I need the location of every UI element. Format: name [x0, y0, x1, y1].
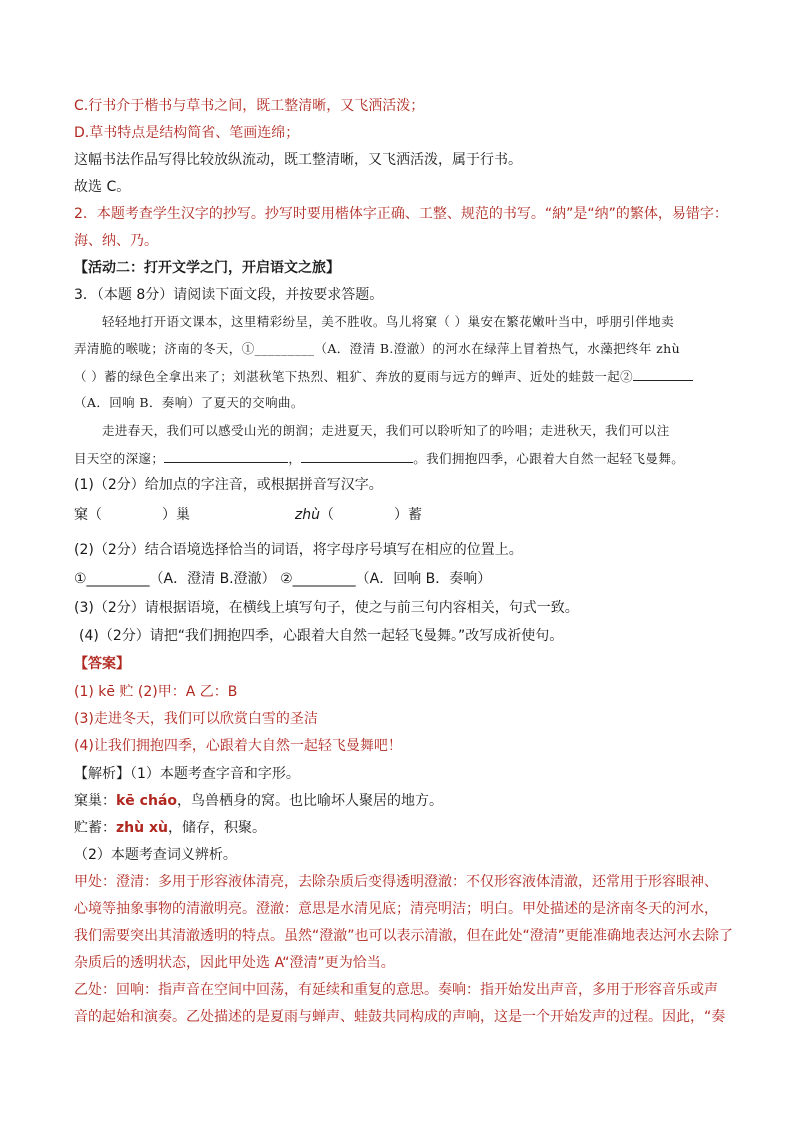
passage-line-6-end: 。我们拥抱四季，心跟着大自然一起轻飞曼舞。 — [413, 451, 685, 466]
term-1-word: 窠巢： — [74, 793, 116, 809]
question-3: (3)（2分）请根据语境，在横线上填写句子，使之与前三句内容相关，句式一致。 — [74, 600, 579, 616]
term-1-definition: ，鸟兽栖身的窝。也比喻坏人聚居的地方。 — [177, 793, 444, 809]
q1a-end: ）巢 — [162, 507, 190, 523]
question-2: (2)（2分）结合语境选择恰当的词语，将字母序号填写在相应的位置上。 — [74, 542, 523, 558]
analysis-yi-2: 音的起始和演奏。乙处描述的是夏雨与蝉声、蛙鼓共同构成的声响，这是一个开始发声的过程。因此，“奏 — [74, 1009, 726, 1025]
passage-line-4: （A．回响 B．奏响）了夏天的交响曲。 — [74, 395, 304, 410]
analysis-term-2 — [74, 818, 266, 838]
fill-blank-2[interactable] — [301, 448, 413, 463]
q3-intro: 3．（本题 8分）请阅读下面文段，并按要求答题。 — [74, 287, 384, 303]
blank-2[interactable] — [633, 366, 693, 381]
analysis-jia-3: 我们需要突出其清澈透明的特点。虽然“澄澈”也可以表示清澈，但在此处“澄清”更能准确地表达河水去除了 — [74, 928, 734, 944]
analysis-2-heading: （2）本题考查词义辨析。 — [74, 847, 237, 863]
answer-2: (3)走进冬天，我们可以欣赏白雪的圣洁 — [74, 711, 318, 727]
analysis-term-1 — [74, 791, 443, 811]
q1a-char: 窠（ — [74, 507, 102, 523]
conclusion-text: 这幅书法作品写得比较放纵流动，既工整清晰，又飞洒活泼，属于行书。 — [74, 152, 522, 168]
fill-blank-1[interactable] — [164, 448, 288, 463]
analysis-jia-2: 心境等抽象事物的清澈明亮。澄澈：意思是水清见底；清亮明洁；明白。甲处描述的是济南冬天的河水， — [74, 901, 718, 917]
activity-heading: 【活动二：打开文学之门，开启语文之旅】 — [74, 260, 340, 276]
question-4: (4)（2分）请把“我们拥抱四季，心跟着大自然一起轻飞曼舞。”改写成祈使句。 — [79, 628, 564, 644]
analysis-jia-4: 杂质后的透明状态，因此甲处选 A“澄清”更为恰当。 — [74, 955, 395, 971]
passage-line-6 — [74, 448, 684, 469]
q2-explanation-line1: 2．本题考查学生汉字的抄写。抄写时要用楷体字正确、工整、规范的书写。“納”是“纳”的繁体，易错字： — [74, 206, 728, 222]
q1b-open: （ — [320, 507, 335, 523]
q1b-end: ）蓄 — [394, 507, 423, 523]
question-1: (1)（2分）给加点的字注音，或根据拼音写汉字。 — [74, 477, 383, 493]
question-1-items — [74, 505, 422, 525]
q2-explanation-line2: 海、纳、乃。 — [74, 233, 158, 249]
passage-line-6-start: 目天空的深邃； — [74, 451, 165, 466]
term-2-definition: ，储存，积聚。 — [167, 820, 266, 836]
term-1-pinyin: kē cháo — [116, 793, 178, 809]
analysis-yi-1: 乙处：回响：指声音在空间中回荡，有延续和重复的意思。奏响：指开始发出声音，多用于形容音乐或声 — [74, 982, 718, 998]
option-d-text: D.草书特点是结构简省、笔画连绵； — [74, 125, 300, 141]
answer-choice-text: 故选 C。 — [74, 179, 131, 195]
passage-line-5: 走进春天，我们可以感受山光的朗润；走进夏天，我们可以聆听知了的吟唱；走进秋天，我们可以注 — [102, 423, 670, 438]
answer-3: (4)让我们拥抱四季，心跟着大自然一起轻飞曼舞吧！ — [74, 738, 402, 754]
question-2-blanks: ①_________（A．澄清 B.澄澈） ②_________（A．回响 B．奏响） — [74, 571, 492, 587]
answer-heading: 【答案】 — [74, 656, 130, 672]
passage-line-3 — [74, 366, 693, 387]
analysis-heading: 【解析】（1）本题考查字音和字形。 — [74, 766, 300, 782]
term-2-pinyin: zhù xù — [116, 820, 168, 836]
passage-line-3-text: （ ）蓄的绿色全拿出来了；刘湛秋笔下热烈、粗犷、奔放的夏雨与远方的蝉声、近处的蛙鼓一起② — [74, 369, 634, 384]
passage-line-2: 弄清脆的喉咙；济南的冬天，①_________（A．澄清 B.澄澈）的河水在绿萍上冒着热气，水藻把终年 zhù — [74, 341, 681, 356]
passage-line-1: 轻轻地打开语文课本，这里精彩纷呈，美不胜收。鸟儿将窠（ ）巢安在繁花嫩叶当中，呼朋引伴地卖 — [102, 314, 674, 329]
analysis-jia-1: 甲处：澄清：多用于形容液体清亮，去除杂质后变得透明澄澈：不仅形容液体清澈，还常用于形容眼神、 — [74, 874, 718, 890]
q1b-pinyin: zhù — [294, 507, 321, 523]
term-2-word: 贮蓄： — [74, 820, 116, 836]
answer-1: (1) kē 贮 (2)甲：A 乙：B — [74, 684, 238, 700]
passage-line-6-sep: ， — [288, 451, 302, 466]
option-c-text: C.行书介于楷书与草书之间，既工整清晰，又飞洒活泼； — [74, 98, 425, 114]
